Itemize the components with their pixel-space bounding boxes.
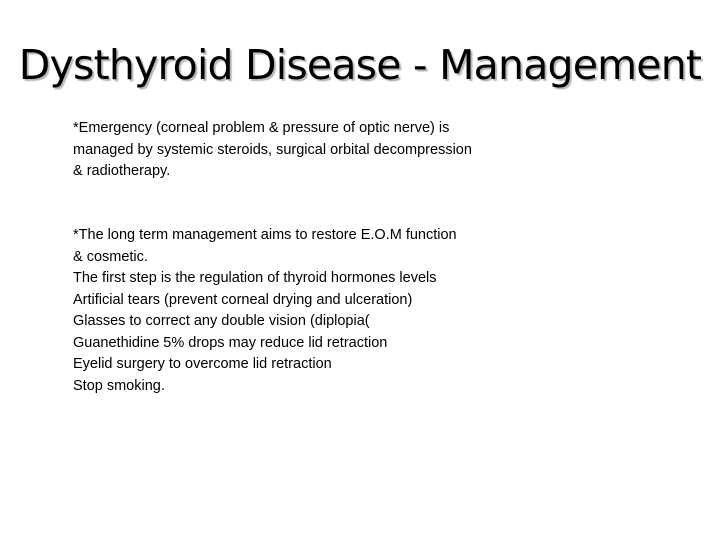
text-line: & radiotherapy. bbox=[73, 163, 171, 179]
emergency-paragraph bbox=[73, 118, 683, 183]
text-line: & cosmetic. bbox=[73, 248, 148, 265]
text-line: Stop smoking. bbox=[73, 377, 165, 394]
text-line: *Emergency (corneal problem & pressure of optic nerve) is bbox=[73, 120, 450, 136]
text-line: The first step is the regulation of thyroid hormones levels bbox=[73, 270, 437, 286]
text-line: *The long term management aims to restore E.O.M function bbox=[73, 227, 457, 243]
text-line: Artificial tears (prevent corneal drying and ulceration) bbox=[73, 291, 413, 308]
text-line: managed by systemic steroids, surgical orbital decompression bbox=[73, 141, 472, 158]
slide-title: Dysthyroid Disease - Management bbox=[18, 41, 702, 89]
text-line: Glasses to correct any double vision (diplopia( bbox=[73, 313, 370, 329]
long-term-management-paragraph bbox=[73, 225, 683, 397]
text-line: Guanethidine 5% drops may reduce lid retraction bbox=[73, 334, 388, 351]
text-line: Eyelid surgery to overcome lid retraction bbox=[73, 356, 332, 372]
